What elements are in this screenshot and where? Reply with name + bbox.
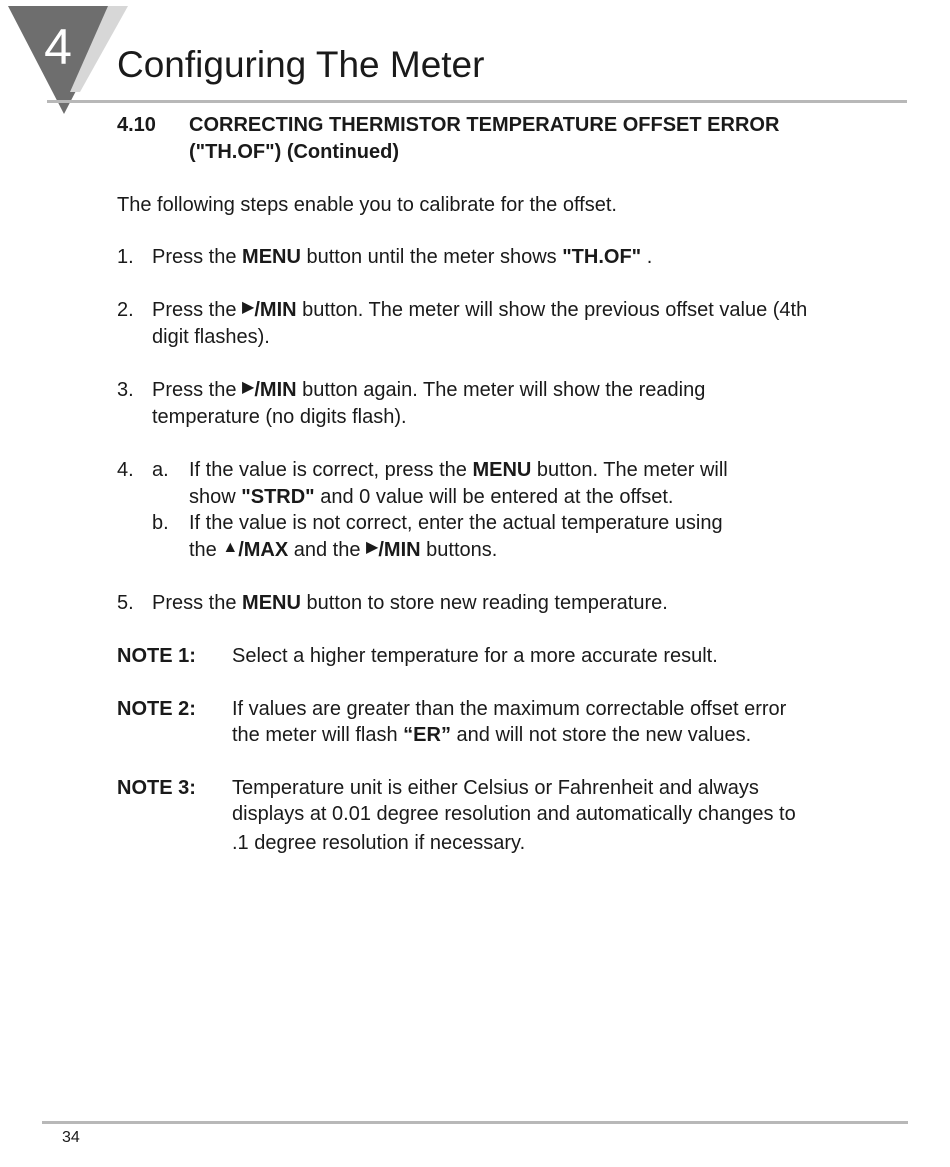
step-3-text-line2: temperature (no digits flash). xyxy=(152,406,407,428)
menu-key: MENU xyxy=(242,246,301,268)
step-3-number: 3. xyxy=(117,379,134,401)
right-arrow-icon: ▶ xyxy=(242,299,255,316)
header-rule xyxy=(47,100,907,103)
step-3-text: Press the ▶/MIN button again. The meter will show the reading xyxy=(152,379,706,401)
step-2-number: 2. xyxy=(117,299,134,321)
chapter-title: Configuring The Meter xyxy=(117,44,485,85)
step-4b-label: b. xyxy=(152,512,169,534)
note-1-label: NOTE 1: xyxy=(117,645,196,667)
display-value: "STRD" xyxy=(241,486,315,508)
up-arrow-icon: ▲ xyxy=(222,539,239,556)
note-1-text: Select a higher temperature for a more accurate result. xyxy=(232,645,718,667)
step-1-number: 1. xyxy=(117,246,134,268)
note-3-text: Temperature unit is either Celsius or Fahrenheit and always xyxy=(232,777,759,799)
min-key: /MIN xyxy=(378,539,421,561)
note-3-label: NOTE 3: xyxy=(117,777,196,799)
right-arrow-icon: ▶ xyxy=(242,379,255,396)
step-5-text: Press the MENU button to store new reading temperature. xyxy=(152,592,668,614)
step-5-number: 5. xyxy=(117,592,134,614)
menu-key: MENU xyxy=(242,592,301,614)
min-key: /MIN xyxy=(254,299,297,321)
chapter-number: 4 xyxy=(44,19,72,75)
step-2-text-line2: digit flashes). xyxy=(152,326,270,348)
step-1-text: Press the MENU button until the meter shows "TH.OF" . xyxy=(152,246,653,268)
note-2-text-line2: the meter will flash “ER” and will not store the new values. xyxy=(232,724,752,746)
min-key: /MIN xyxy=(254,379,297,401)
intro-paragraph: The following steps enable you to calibrate for the offset. xyxy=(117,194,617,216)
step-4-number: 4. xyxy=(117,459,134,481)
note-2-text: If values are greater than the maximum correctable offset error xyxy=(232,698,787,720)
step-4b-text: If the value is not correct, enter the actual temperature using xyxy=(189,512,723,534)
note-3-text-line3: .1 degree resolution if necessary. xyxy=(232,832,526,854)
menu-key: MENU xyxy=(472,459,532,481)
max-key: /MAX xyxy=(238,539,289,561)
step-4b-text-line2: the ▲/MAX and the ▶/MIN buttons. xyxy=(189,539,498,561)
right-arrow-icon: ▶ xyxy=(366,539,379,556)
page-number: 34 xyxy=(62,1129,80,1146)
footer-rule xyxy=(42,1121,908,1124)
section-number: 4.10 xyxy=(117,114,156,136)
step-4a-text-line2: show "STRD" and 0 value will be entered at the offset. xyxy=(189,486,674,508)
step-4a-label: a. xyxy=(152,459,169,481)
step-4a-text: If the value is correct, press the MENU button. The meter will xyxy=(189,459,728,481)
note-2-label: NOTE 2: xyxy=(117,698,196,720)
display-value: “ER” xyxy=(403,724,451,746)
section-title-line1: CORRECTING THERMISTOR TEMPERATURE OFFSET ERROR xyxy=(189,114,780,136)
section-title-line2: ("TH.OF") (Continued) xyxy=(189,141,400,163)
note-3-text-line2: displays at 0.01 degree resolution and automatically changes to xyxy=(232,803,796,825)
display-value: "TH.OF" xyxy=(562,246,642,268)
step-2-text: Press the ▶/MIN button. The meter will show the previous offset value (4th xyxy=(152,299,808,321)
